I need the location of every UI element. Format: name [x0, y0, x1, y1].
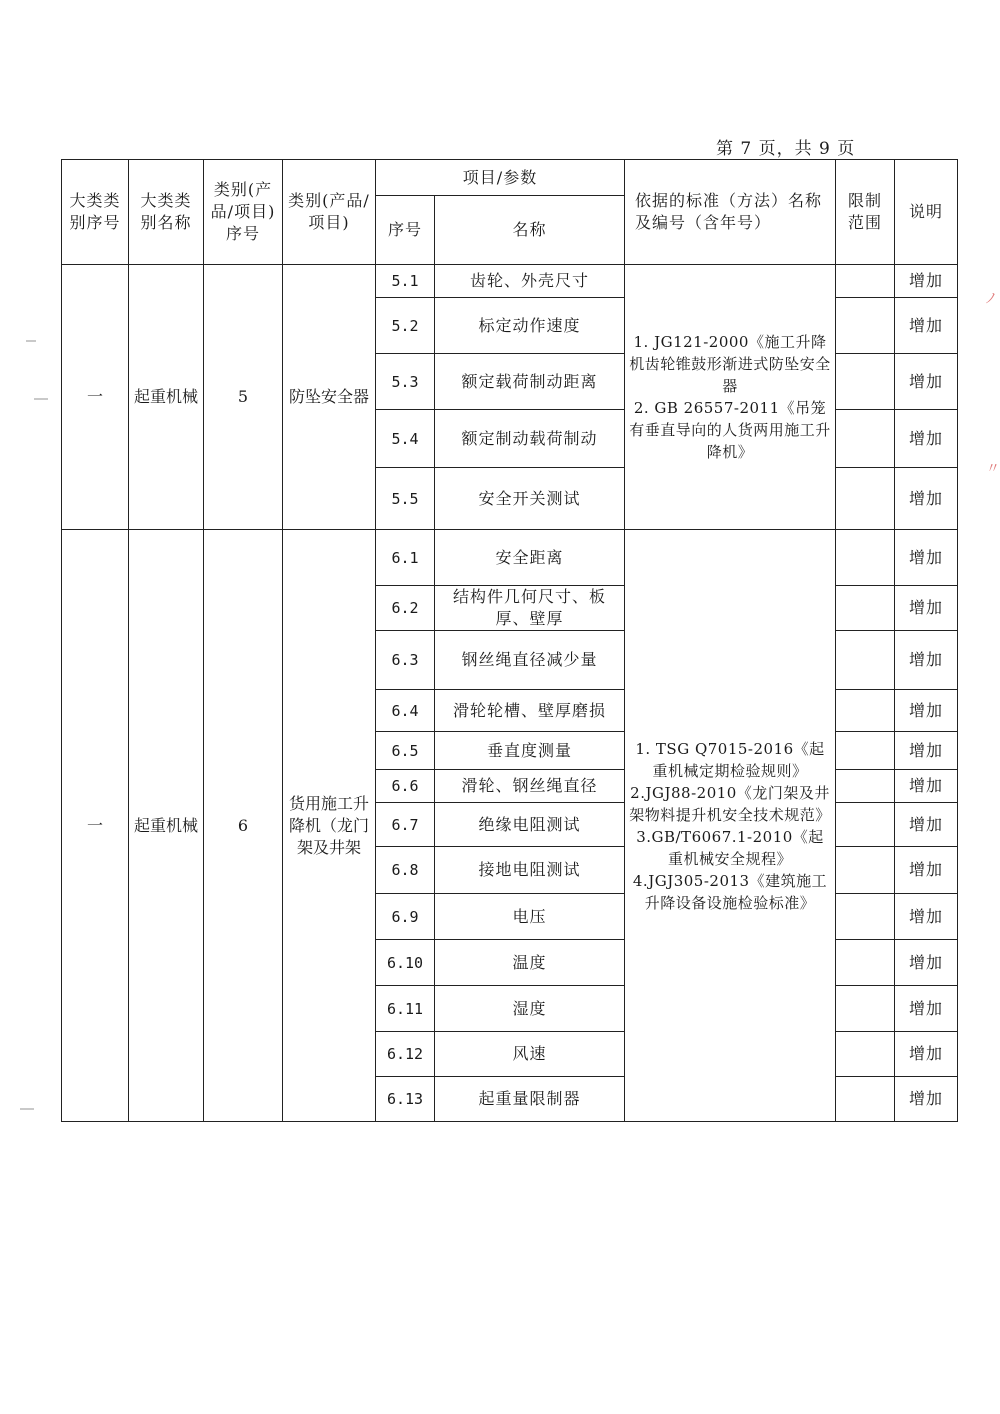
note-cell: 增加 [895, 530, 958, 586]
limit-cell [836, 410, 895, 468]
item-name-cell: 安全距离 [435, 530, 625, 586]
note-cell: 增加 [895, 1077, 958, 1122]
item-name-cell: 风速 [435, 1032, 625, 1077]
note-cell: 增加 [895, 690, 958, 732]
table-row [62, 530, 958, 586]
item-name-cell: 钢丝绳直径减少量 [435, 631, 625, 690]
item-seq-cell: 6.11 [376, 986, 435, 1032]
item-seq-cell: 6.6 [376, 770, 435, 803]
major-name-cell: 起重机械 [129, 265, 204, 530]
item-name-cell: 起重量限制器 [435, 1077, 625, 1122]
item-seq-cell: 6.9 [376, 894, 435, 940]
limit-cell [836, 298, 895, 354]
header-item-seq: 序号 [376, 196, 435, 265]
item-seq-cell: 6.3 [376, 631, 435, 690]
note-cell: 增加 [895, 265, 958, 298]
standard-cell [625, 265, 836, 530]
limit-cell [836, 940, 895, 986]
header-standard: 依据的标准（方法）名称及编号（含年号） [625, 160, 836, 265]
note-cell: 增加 [895, 770, 958, 803]
item-name-cell: 温度 [435, 940, 625, 986]
note-cell: 增加 [895, 894, 958, 940]
note-cell: 增加 [895, 1032, 958, 1077]
limit-cell [836, 986, 895, 1032]
note-cell: 增加 [895, 298, 958, 354]
item-name-cell: 额定载荷制动距离 [435, 354, 625, 410]
limit-cell [836, 732, 895, 770]
item-name-cell: 绝缘电阻测试 [435, 803, 625, 847]
item-name-cell: 接地电阻测试 [435, 847, 625, 894]
note-cell: 增加 [895, 468, 958, 530]
limit-cell [836, 770, 895, 803]
item-seq-cell: 6.2 [376, 586, 435, 631]
item-name-cell: 滑轮轮槽、壁厚磨损 [435, 690, 625, 732]
item-seq-cell: 5.2 [376, 298, 435, 354]
item-seq-cell: 6.5 [376, 732, 435, 770]
limit-cell [836, 1077, 895, 1122]
item-seq-cell: 5.4 [376, 410, 435, 468]
note-cell: 增加 [895, 410, 958, 468]
seal-edge-mark: ノ [984, 291, 998, 307]
item-name-cell: 垂直度测量 [435, 732, 625, 770]
category-seq-cell: 5 [204, 265, 283, 530]
note-cell: 增加 [895, 847, 958, 894]
item-seq-cell: 6.1 [376, 530, 435, 586]
category-cell: 防坠安全器 [283, 265, 376, 530]
table-row [62, 265, 958, 298]
seal-edge-mark: 〃 [986, 461, 1000, 477]
limit-cell [836, 586, 895, 631]
item-seq-cell: 6.12 [376, 1032, 435, 1077]
header-limit: 限制范围 [836, 160, 895, 265]
limit-cell [836, 847, 895, 894]
note-cell: 增加 [895, 732, 958, 770]
note-cell: 增加 [895, 986, 958, 1032]
header-major-name: 大类类别名称 [129, 160, 204, 265]
header-major-seq: 大类类别序号 [62, 160, 129, 265]
limit-cell [836, 631, 895, 690]
scan-artifact [34, 398, 48, 400]
item-name-cell: 额定制动载荷制动 [435, 410, 625, 468]
standard-line: 1. JG121-2000《施工升降机齿轮锥鼓形渐进式防坠安全器 [629, 333, 831, 395]
limit-cell [836, 354, 895, 410]
item-seq-cell: 5.3 [376, 354, 435, 410]
note-cell: 增加 [895, 586, 958, 631]
item-seq-cell: 5.1 [376, 265, 435, 298]
standard-line: 1. TSG Q7015-2016《起重机械定期检验规则》 [635, 739, 825, 780]
note-cell: 增加 [895, 803, 958, 847]
limit-cell [836, 530, 895, 586]
item-seq-cell: 6.4 [376, 690, 435, 732]
limit-cell [836, 468, 895, 530]
standard-line: 3.GB/T6067.1-2010《起重机械安全规程》 [636, 827, 824, 868]
note-cell: 增加 [895, 940, 958, 986]
item-name-cell: 结构件几何尺寸、板厚、壁厚 [435, 586, 625, 631]
item-name-cell: 电压 [435, 894, 625, 940]
major-name-cell: 起重机械 [129, 530, 204, 1122]
item-name-cell: 安全开关测试 [435, 468, 625, 530]
major-seq-cell: 一 [62, 265, 129, 530]
category-seq-cell: 6 [204, 530, 283, 1122]
header-category-seq: 类别(产品/项目)序号 [204, 160, 283, 265]
page-number: 第 7 页，共 9 页 [716, 139, 856, 159]
category-cell: 货用施工升降机（龙门架及井架 [283, 530, 376, 1122]
standard-line: 2. GB 26557-2011《吊笼有垂直导向的人货两用施工升降机》 [629, 399, 831, 461]
note-cell: 增加 [895, 354, 958, 410]
item-seq-cell: 6.8 [376, 847, 435, 894]
header-item-name: 名称 [435, 196, 625, 265]
limit-cell [836, 894, 895, 940]
item-seq-cell: 5.5 [376, 468, 435, 530]
standard-line: 2.JGJ88-2010《龙门架及井架物料提升机安全技术规范》 [629, 783, 831, 824]
scan-artifact [20, 1108, 34, 1110]
item-name-cell: 标定动作速度 [435, 298, 625, 354]
note-cell: 增加 [895, 631, 958, 690]
item-name-cell: 齿轮、外壳尺寸 [435, 265, 625, 298]
header-category: 类别(产品/项目) [283, 160, 376, 265]
item-seq-cell: 6.7 [376, 803, 435, 847]
header-note: 说明 [895, 160, 958, 265]
item-name-cell: 湿度 [435, 986, 625, 1032]
item-seq-cell: 6.10 [376, 940, 435, 986]
scope-table [61, 159, 958, 1122]
item-seq-cell: 6.13 [376, 1077, 435, 1122]
limit-cell [836, 265, 895, 298]
limit-cell [836, 1032, 895, 1077]
standard-cell [625, 530, 836, 1122]
limit-cell [836, 803, 895, 847]
limit-cell [836, 690, 895, 732]
scan-artifact [26, 340, 36, 342]
item-name-cell: 滑轮、钢丝绳直径 [435, 770, 625, 803]
standard-line: 4.JGJ305-2013《建筑施工升降设备设施检验标准》 [632, 871, 828, 912]
header-items-group: 项目/参数 [376, 160, 625, 196]
major-seq-cell: 一 [62, 530, 129, 1122]
